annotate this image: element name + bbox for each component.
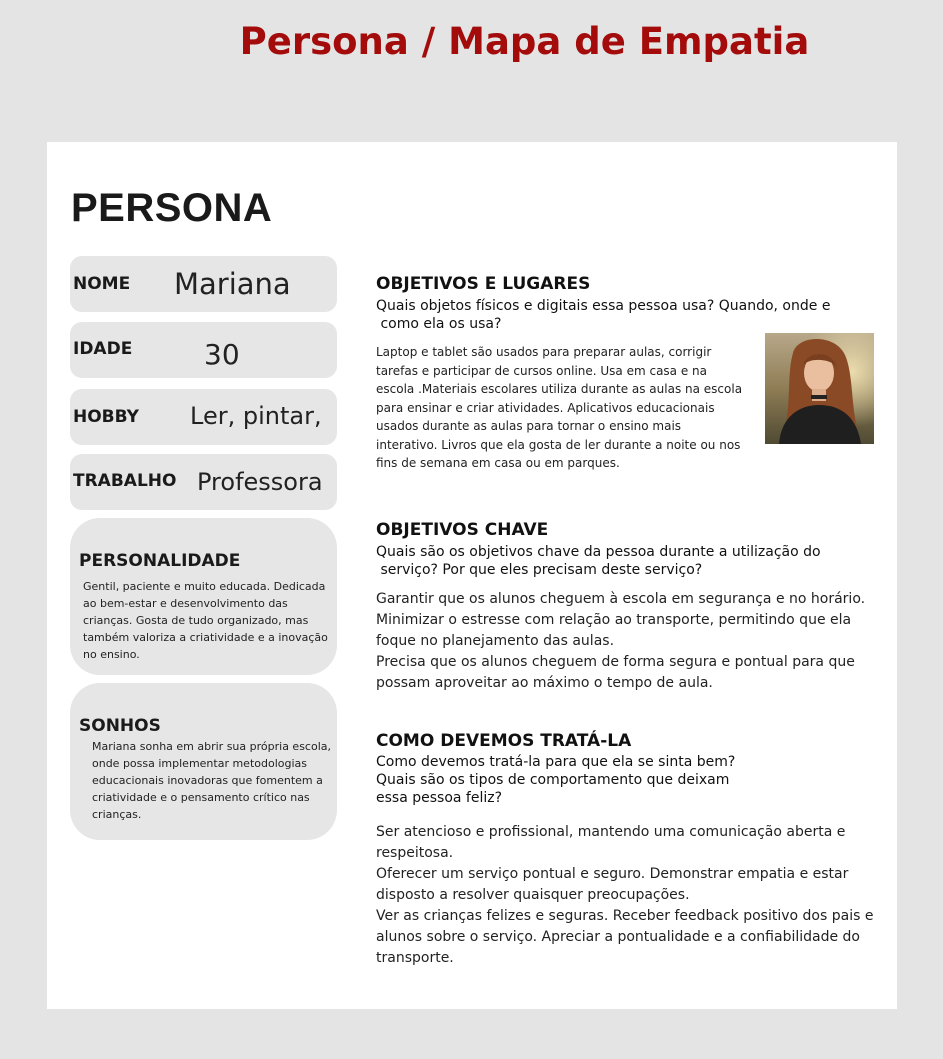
personalidade-title: PERSONALIDADE (79, 551, 241, 571)
body-line: tarefas e participar de cursos online. Usa em casa e na (376, 363, 708, 378)
objetivos-chave-title: OBJETIVOS CHAVE (376, 520, 549, 540)
objetivos-chave-question (376, 543, 821, 579)
page-title: Persona / Mapa de Empatia (239, 20, 810, 63)
body-line: escola .Materiais escolares utiliza durante as aulas na escola (376, 382, 743, 396)
field-hobby-label: HOBBY (73, 407, 139, 427)
body-line: Laptop e tablet são usados para preparar aulas, corrigir (376, 345, 712, 359)
objetivos-lugares-question (376, 297, 830, 333)
persona-card (47, 142, 897, 1009)
question-line: Como devemos tratá-la para que ela se sinta bem? (376, 754, 736, 770)
question-line: Quais são os tipos de comportamento que deixam (376, 772, 730, 788)
sonhos-title: SONHOS (79, 716, 161, 736)
objetivos-chave-body (376, 589, 866, 694)
field-hobby-value: Ler, pintar, (190, 402, 322, 430)
question-line: como ela os usa? (376, 316, 502, 332)
body-line: possam aproveitar ao máximo o tempo de aula. (376, 675, 713, 691)
sonhos-text (92, 738, 331, 823)
como-tratar-title: COMO DEVEMOS TRATÁ-LA (376, 731, 632, 751)
sonhos-line: onde possa implementar metodologias (92, 757, 307, 770)
question-line: serviço? Por que eles precisam deste serviço? (376, 562, 703, 578)
question-line: Quais são os objetivos chave da pessoa durante a utilização do (376, 544, 821, 560)
como-tratar-body (376, 822, 874, 969)
question-line: Quais objetos físicos e digitais essa pessoa usa? Quando, onde e (376, 298, 831, 314)
objetivos-lugares-body (376, 343, 746, 473)
objetivos-lugares-title: OBJETIVOS E LUGARES (376, 274, 591, 294)
sonhos-line: criatividade e o pensamento crítico nas (92, 791, 310, 804)
body-line: fins de semana em casa ou em parques. (376, 456, 620, 470)
body-line: usados durante as aulas para tornar o ensino mais (376, 419, 682, 433)
personalidade-text (83, 578, 328, 663)
field-trabalho-value: Professora (197, 468, 323, 496)
sonhos-box (70, 683, 337, 840)
field-nome (70, 256, 337, 312)
sonhos-line: Mariana sonha em abrir sua própria escola, (92, 740, 332, 753)
como-tratar-question (376, 753, 735, 807)
body-line: Oferecer um serviço pontual e seguro. Demonstrar empatia e estar (376, 866, 849, 882)
persona-heading: PERSONA (71, 186, 273, 230)
body-line: interativo. Livros que ela gosta de ler durante a noite ou nos (376, 437, 741, 452)
field-idade-label: IDADE (73, 339, 133, 359)
persona-photo (765, 333, 874, 444)
field-trabalho-label: TRABALHO (73, 471, 177, 491)
question-line: essa pessoa feliz? (376, 790, 503, 806)
sonhos-line: educacionais inovadoras que fomentem a (92, 774, 323, 787)
body-line: respeitosa. (376, 845, 454, 861)
body-line: alunos sobre o serviço. Apreciar a pontualidade e a confiabilidade do (376, 929, 860, 945)
field-nome-value: Mariana (174, 267, 291, 301)
personalidade-line: Gentil, paciente e muito educada. Dedicada (83, 580, 326, 593)
personalidade-line: no ensino. (83, 648, 140, 661)
persona-photo-image (765, 333, 874, 444)
field-hobby (70, 389, 337, 445)
body-line: disposto a resolver quaisquer preocupações. (376, 887, 690, 903)
body-line: Ver as crianças felizes e seguras. Receber feedback positivo dos pais e (376, 908, 874, 924)
sonhos-line: crianças. (92, 808, 142, 821)
field-nome-label: NOME (73, 274, 131, 294)
body-line: Ser atencioso e profissional, mantendo uma comunicação aberta e (376, 824, 846, 840)
body-line: Garantir que os alunos cheguem à escola em segurança e no horário. (376, 591, 866, 607)
personalidade-box (70, 518, 337, 675)
body-line: Minimizar o estresse com relação ao transporte, permitindo que ela (376, 612, 852, 628)
personalidade-line: ao bem-estar e desenvolvimento das (83, 597, 288, 610)
body-line: foque no planejamento das aulas. (376, 633, 615, 649)
field-idade-value: 30 (204, 338, 240, 371)
field-idade (70, 322, 337, 378)
body-line: para ensinar e criar atividades. Aplicativos educacionais (376, 400, 715, 415)
body-line: transporte. (376, 950, 454, 966)
body-line: Precisa que os alunos cheguem de forma segura e pontual para que (376, 654, 855, 670)
field-trabalho (70, 454, 337, 510)
personalidade-line: crianças. Gosta de tudo organizado, mas (83, 614, 309, 627)
personalidade-line: também valoriza a criatividade e a inovação (83, 631, 328, 644)
